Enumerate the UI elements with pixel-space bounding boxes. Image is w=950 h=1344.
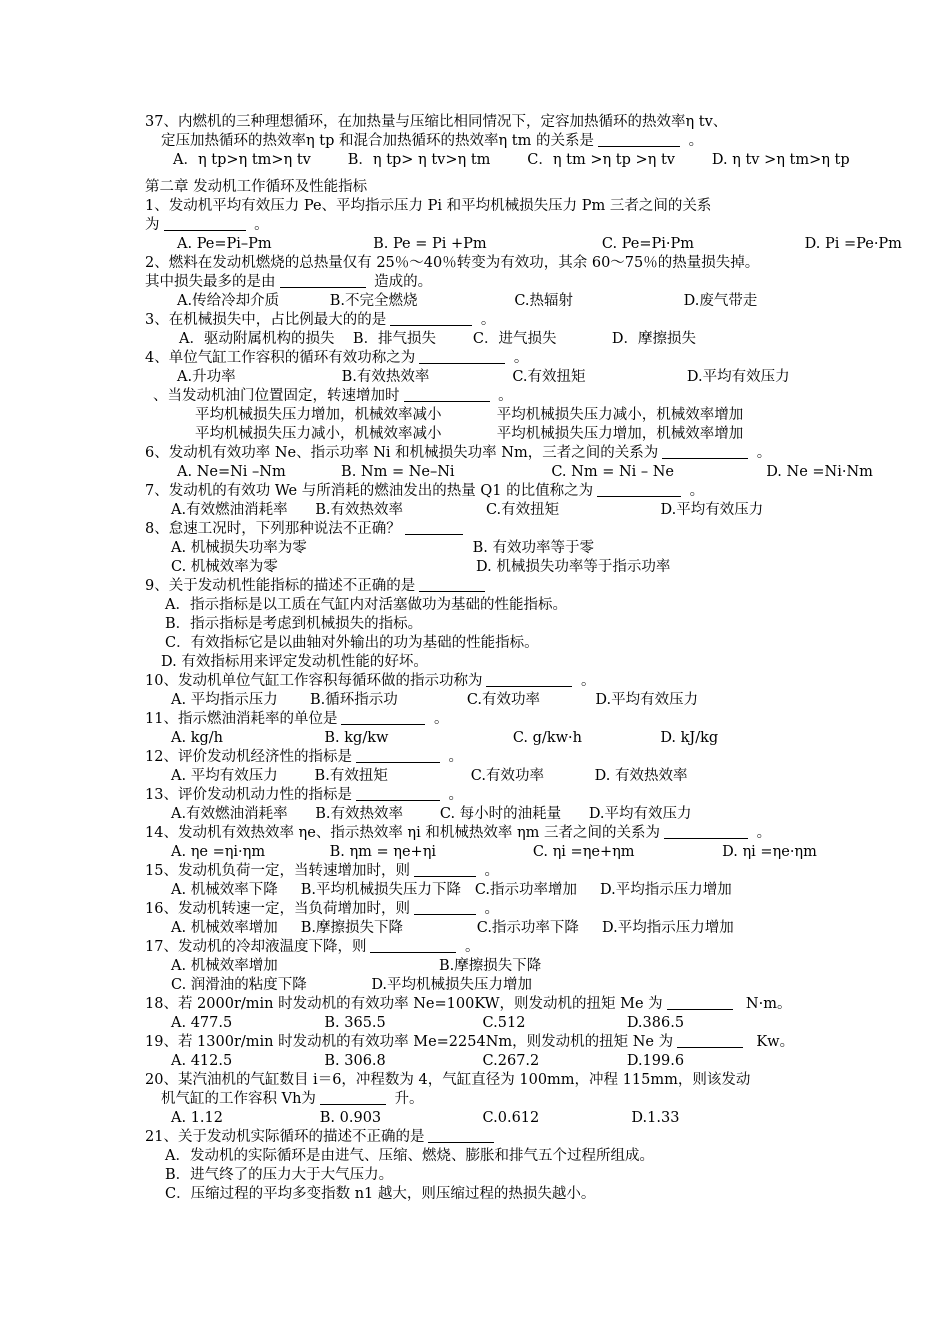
answer-blank[interactable] xyxy=(677,1033,743,1048)
text-line xyxy=(145,1147,815,1166)
answer-blank[interactable] xyxy=(320,1090,386,1105)
answer-blank[interactable] xyxy=(405,520,463,535)
text-line xyxy=(145,235,902,254)
line-text: 机气缸的工作容积 Vh为 xyxy=(161,1091,316,1107)
answer-blank[interactable] xyxy=(486,672,572,687)
line-text: 2、燃料在发动机燃烧的总热量仅有 25％～40％转变为有效功，其余 60～75％的热量损失掉。 xyxy=(145,255,760,271)
line-text: C．压缩过程的平均多变指数 n1 越大，则压缩过程的热损失越小。 xyxy=(165,1186,596,1202)
text-line xyxy=(145,501,815,520)
answer-blank[interactable] xyxy=(428,1128,494,1143)
line-text: 为 xyxy=(145,217,160,233)
line-text: A. kg/h B. kg/kw C. g/kw·h D. kJ/kg xyxy=(171,730,719,746)
answer-blank[interactable] xyxy=(370,938,456,953)
text-line xyxy=(145,843,815,862)
answer-blank[interactable] xyxy=(662,444,748,459)
answer-blank[interactable] xyxy=(664,824,748,839)
text-line xyxy=(145,151,850,170)
text-line xyxy=(145,311,815,330)
line-text: A. 平均有效压力 B.有效扭矩 C.有效功率 D. 有效热效率 xyxy=(171,768,688,784)
text-line xyxy=(145,691,815,710)
text-line xyxy=(145,520,815,539)
line-text: A．指示指标是以工质在气缸内对活塞做功为基础的性能指标。 xyxy=(165,597,567,613)
text-line xyxy=(145,132,815,151)
answer-blank[interactable] xyxy=(419,577,485,592)
line-text: A. 机械效率增加 B.摩擦损失下降 xyxy=(171,958,542,974)
answer-blank[interactable] xyxy=(404,387,490,402)
line-text: 37、内燃机的三种理想循环，在加热量与压缩比相同情况下，定容加热循环的热效率η tv、 xyxy=(145,114,728,130)
line-text: C．有效指标它是以曲轴对外输出的功为基础的性能指标。 xyxy=(165,635,539,651)
text-line xyxy=(145,577,815,596)
line-text: A.传给冷却介质 B.不完全燃烧 C.热辐射 D.废气带走 xyxy=(177,293,758,309)
line-suffix: Kw。 xyxy=(747,1034,795,1050)
line-text: 14、发动机有效热效率 ηe、指示热效率 ηi 和机械热效率 ηm 三者之间的关系为 xyxy=(145,825,661,841)
line-text: 19、若 1300r/min 时发动机的有效功率 Me=2254Nm，则发动机的扭矩 Ne 为 xyxy=(145,1034,674,1050)
text-line xyxy=(145,653,815,672)
line-text: 7、发动机的有效功 We 与所消耗的燃油发出的热量 Q1 的比值称之为 xyxy=(145,483,594,499)
line-text: 12、评价发动机经济性的指标是 xyxy=(145,749,352,765)
text-line xyxy=(145,976,815,995)
text-line xyxy=(145,558,815,577)
line-suffix: 升。 xyxy=(389,1091,424,1107)
text-line xyxy=(145,197,815,216)
line-text: 第二章 发动机工作循环及性能指标 xyxy=(145,179,368,195)
line-text: A. 1.12 B. 0.903 C.0.612 D.1.33 xyxy=(171,1110,680,1126)
line-suffix: 。 xyxy=(509,350,529,366)
text-line xyxy=(145,463,873,482)
text-line xyxy=(145,805,815,824)
text-line xyxy=(145,425,815,444)
line-text: A. 412.5 B. 306.8 C.267.2 D.199.6 xyxy=(171,1053,685,1069)
text-line xyxy=(145,1166,815,1185)
line-text: 15、发动机负荷一定，当转速增加时，则 xyxy=(145,863,410,879)
text-line xyxy=(145,1185,815,1204)
text-line xyxy=(145,1033,815,1052)
text-line xyxy=(145,1090,815,1109)
line-text: 16、发动机转速一定，当负荷增加时，则 xyxy=(145,901,410,917)
text-line xyxy=(145,1109,815,1128)
line-text: A. 平均指示压力 B.循环指示功 C.有效功率 D.平均有效压力 xyxy=(171,692,699,708)
answer-blank[interactable] xyxy=(419,349,505,364)
answer-blank[interactable] xyxy=(414,862,476,877)
answer-blank[interactable] xyxy=(341,710,425,725)
line-suffix: 造成的。 xyxy=(369,274,433,290)
line-text: 18、若 2000r/min 时发动机的有效功率 Ne=100KW，则发动机的扭矩 Me 为 xyxy=(145,996,663,1012)
line-suffix: 。 xyxy=(429,711,449,727)
line-text: 13、评价发动机动力性的指标是 xyxy=(145,787,352,803)
text-line xyxy=(145,710,815,729)
line-text: 20、某汽油机的气缸数目 i＝6，冲程数为 4，气缸直径为 100mm，冲程 115mm，则该发动 xyxy=(145,1072,751,1088)
text-line xyxy=(145,273,815,292)
line-text: A．发动机的实际循环是由进气、压缩、燃烧、膨胀和排气五个过程所组成。 xyxy=(165,1148,654,1164)
line-text: 11、指示燃油消耗率的单位是 xyxy=(145,711,338,727)
line-text: 17、发动机的冷却液温度下降，则 xyxy=(145,939,367,955)
line-suffix: N·m。 xyxy=(736,996,792,1012)
answer-blank[interactable] xyxy=(356,786,440,801)
text-line xyxy=(145,1071,815,1090)
text-line xyxy=(145,113,815,132)
text-line xyxy=(145,748,815,767)
line-text: A. Ne=Ni –Nm B. Nm = Ne–Ni C. Nm = Ni – Ne D. Ne =Ni·Nm xyxy=(177,464,873,480)
line-text: 其中损失最多的是由 xyxy=(145,274,276,290)
line-suffix: 。 xyxy=(479,901,500,917)
line-text: A.有效燃油消耗率 B.有效热效率 C.有效扭矩 D.平均有效压力 xyxy=(171,502,764,518)
text-line xyxy=(145,881,815,900)
line-suffix: 。 xyxy=(443,787,464,803)
answer-blank[interactable] xyxy=(414,900,476,915)
line-suffix: 。 xyxy=(493,388,513,404)
line-text: 平均机械损失压力减小，机械效率减小 平均机械损失压力增加，机械效率增加 xyxy=(195,426,744,442)
text-line xyxy=(145,995,815,1014)
text-line xyxy=(145,957,815,976)
line-text: A.有效燃油消耗率 B.有效热效率 C. 每小时的油耗量 D.平均有效压力 xyxy=(171,806,692,822)
text-line xyxy=(145,368,815,387)
text-line xyxy=(145,634,815,653)
line-suffix: 。 xyxy=(685,483,705,499)
line-text: A. 机械损失功率为零 B. 有效功率等于零 xyxy=(171,540,594,556)
text-line xyxy=(145,767,815,786)
text-line xyxy=(145,786,815,805)
text-line xyxy=(145,862,815,881)
text-line xyxy=(145,539,815,558)
line-suffix: 。 xyxy=(576,673,596,689)
line-text: 平均机械损失压力增加，机械效率减小 平均机械损失压力减小，机械效率增加 xyxy=(195,407,744,423)
text-line xyxy=(145,1014,815,1033)
line-text: A. ηe =ηi·ηm B. ηm = ηe+ηi C. ηi =ηe+ηm D. ηi =ηe·ηm xyxy=(171,844,817,860)
line-text: D. 有效指标用来评定发动机性能的好坏。 xyxy=(161,654,428,670)
line-text: A. Pe=Pi–Pm B. Pe = Pi +Pm C. Pe=Pi·Pm D. Pi =Pe·Pm xyxy=(177,236,902,252)
text-line xyxy=(145,938,815,957)
line-text: 9、关于发动机性能指标的描述不正确的是 xyxy=(145,578,416,594)
answer-blank[interactable] xyxy=(597,482,681,497)
answer-blank[interactable] xyxy=(667,995,733,1010)
text-line xyxy=(145,349,815,368)
answer-blank[interactable] xyxy=(598,132,680,147)
line-text: 21、关于发动机实际循环的描述不正确的是 xyxy=(145,1129,425,1145)
text-line xyxy=(145,615,815,634)
text-line xyxy=(145,330,815,349)
text-line xyxy=(145,406,815,425)
line-text: A．驱动附属机构的损失 B．排气损失 C．进气损失 D．摩擦损失 xyxy=(179,331,696,347)
text-line xyxy=(145,1128,815,1147)
text-line xyxy=(145,919,815,938)
text-line xyxy=(145,596,815,615)
line-text: C. 润滑油的粘度下降 D.平均机械损失压力增加 xyxy=(171,977,533,993)
line-suffix: 。 xyxy=(752,825,772,841)
text-line xyxy=(145,824,815,843)
line-text: 10、发动机单位气缸工作容积每循环做的指示功称为 xyxy=(145,673,483,689)
line-text: 定压加热循环的热效率η tp 和混合加热循环的热效率η tm 的关系是 xyxy=(161,133,594,149)
text-line xyxy=(145,216,815,235)
text-line xyxy=(145,292,815,311)
answer-blank[interactable] xyxy=(390,311,472,326)
line-suffix: 。 xyxy=(684,133,704,149)
answer-blank[interactable] xyxy=(280,273,366,288)
line-text: A. 477.5 B. 365.5 C.512 D.386.5 xyxy=(171,1015,685,1031)
line-suffix: 。 xyxy=(476,312,496,328)
line-text: A. 机械效率下降 B.平均机械损失压力下降 C.指示功率增加 D.平均指示压力增加 xyxy=(171,882,732,898)
text-line xyxy=(145,729,815,748)
line-suffix: 。 xyxy=(249,217,269,233)
line-suffix: 。 xyxy=(443,749,464,765)
answer-blank[interactable] xyxy=(164,216,246,231)
text-line xyxy=(145,254,815,273)
line-text: 4、单位气缸工作容积的循环有效功称之为 xyxy=(145,350,416,366)
answer-blank[interactable] xyxy=(356,748,440,763)
text-line xyxy=(145,482,815,501)
line-text: A. 机械效率增加 B.摩擦损失下降 C.指示功率下降 D.平均指示压力增加 xyxy=(171,920,734,936)
line-text: B．进气终了的压力大于大气压力。 xyxy=(165,1167,394,1183)
chapter-heading xyxy=(145,178,815,197)
line-text: 6、发动机有效功率 Ne、指示功率 Ni 和机械损失功率 Nm，三者之间的关系为 xyxy=(145,445,659,461)
line-text: A.升功率 B.有效热效率 C.有效扭矩 D.平均有效压力 xyxy=(177,369,790,385)
line-text: C. 机械效率为零 D. 机械损失功率等于指示功率 xyxy=(171,559,671,575)
text-line xyxy=(145,1052,815,1071)
line-suffix: 。 xyxy=(752,445,772,461)
text-line xyxy=(145,900,815,919)
line-text: B．指示指标是考虑到机械损失的指标。 xyxy=(165,616,423,632)
line-text: 1、发动机平均有效压力 Pe、平均指示压力 Pi 和平均机械损失压力 Pm 三者之间的关系 xyxy=(145,198,712,214)
line-text: 、当发动机油门位置固定，转速增加时 xyxy=(153,388,400,404)
text-line xyxy=(145,672,815,691)
line-suffix: 。 xyxy=(460,939,480,955)
text-line xyxy=(145,444,815,463)
line-text: A．η tp>η tm>η tv B．η tp> η tv>η tm C．η tm >η tp >η tv D. η tv >η tm>η tp xyxy=(173,152,850,168)
line-text: 8、怠速工况时，下列那种说法不正确？ xyxy=(145,521,401,537)
line-text: 3、在机械损失中，占比例最大的的是 xyxy=(145,312,387,328)
question-document xyxy=(145,113,902,1204)
line-suffix: 。 xyxy=(479,863,500,879)
text-line xyxy=(145,387,815,406)
